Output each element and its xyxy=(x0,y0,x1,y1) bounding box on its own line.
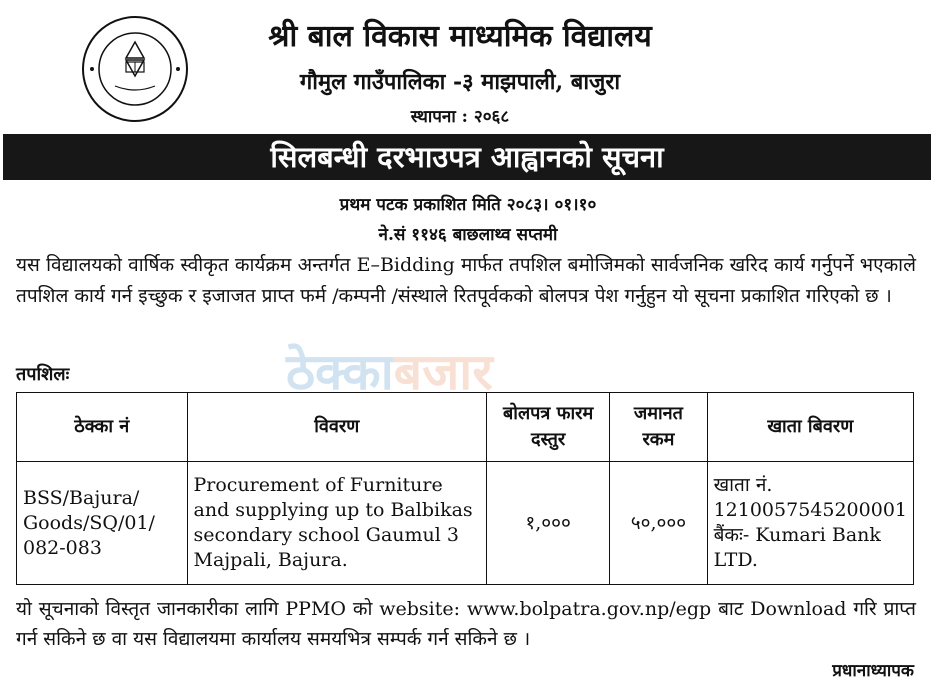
school-address: गौमुल गाउँपालिका -३ माझपाली, बाजुरा xyxy=(299,69,621,95)
account-number: 1210057545200001 xyxy=(713,499,907,521)
notice-title: सिलबन्धी दरभाउपत्र आह्वानको सूचना xyxy=(3,134,931,180)
cell-description: Procurement of Furniture and supplying up to Balbikas secondary school Gaumul 3 Majpali, Bajura. xyxy=(187,462,487,585)
signature: प्रधानाध्यापक xyxy=(832,661,914,681)
header-form-fee-line1: बोलपत्र फारम xyxy=(503,403,594,424)
school-name: श्री बाल विकास माध्यमिक विद्यालय xyxy=(268,19,652,54)
header-form-fee-line2: दस्तुर xyxy=(531,429,566,450)
tender-table xyxy=(16,392,914,585)
publish-date-line: प्रथम पटक प्रकाशित मिति २०८३। ०१।१० xyxy=(339,195,597,215)
header-form-fee xyxy=(487,393,610,462)
cell-account xyxy=(707,462,913,585)
header-guarantee-line2: रकम xyxy=(642,429,675,450)
school-seal-icon xyxy=(80,14,190,124)
header-guarantee xyxy=(610,393,707,462)
header-guarantee-line1: जमानत xyxy=(633,403,683,424)
established-line: स्थापना : २०६८ xyxy=(410,107,510,127)
intro-paragraph: यस विद्यालयको वार्षिक स्वीकृत कार्यक्रम अन्तर्गत E–Bidding मार्फत तपशिल बमोजिमको सार्वजनिक खरिद कार्य गर्नुपर्ने भएकाले तपशिल कार्य गर्न इच्छुक र इजाजत प्राप्त फर्म /कम्पनी /संस्थाले रितपूर्वकको बोलपत्र पेश गर्नुहुन यो सूचना प्रकाशित गरिएको छ । xyxy=(16,254,916,307)
details-label: तपशिलः xyxy=(16,364,70,385)
watermark-part-1: ठेक्का xyxy=(286,343,394,401)
header-description: विवरण xyxy=(187,393,487,462)
table-header-row xyxy=(17,393,914,462)
footer-paragraph: यो सूचनाको विस्तृत जानकारीका लागि PPMO को website: www.bolpatra.gov.np/egp बाट Download गरि प्राप्त गर्न सकिने छ वा यस विद्यालयमा कार्यालय समयभित्र सम्पर्क गर्न सकिने छ । xyxy=(16,598,916,650)
nepal-sambat-line: ने.सं ११४६ बाछलाथ्व सप्तमी xyxy=(378,225,558,245)
header-account: खाता बिवरण xyxy=(707,393,913,462)
cell-form-fee: १,००० xyxy=(487,462,610,585)
table-row xyxy=(17,462,914,585)
watermark-part-2: बजार xyxy=(393,343,493,401)
header-contract-no: ठेक्का नं xyxy=(17,393,188,462)
cell-guarantee: ५०,००० xyxy=(610,462,707,585)
account-label: खाता नं. xyxy=(713,474,773,496)
cell-contract-no: BSS/Bajura/ Goods/SQ/01/ 082-083 xyxy=(17,462,188,585)
bank-name: बैंकः- Kumari Bank LTD. xyxy=(713,524,881,571)
